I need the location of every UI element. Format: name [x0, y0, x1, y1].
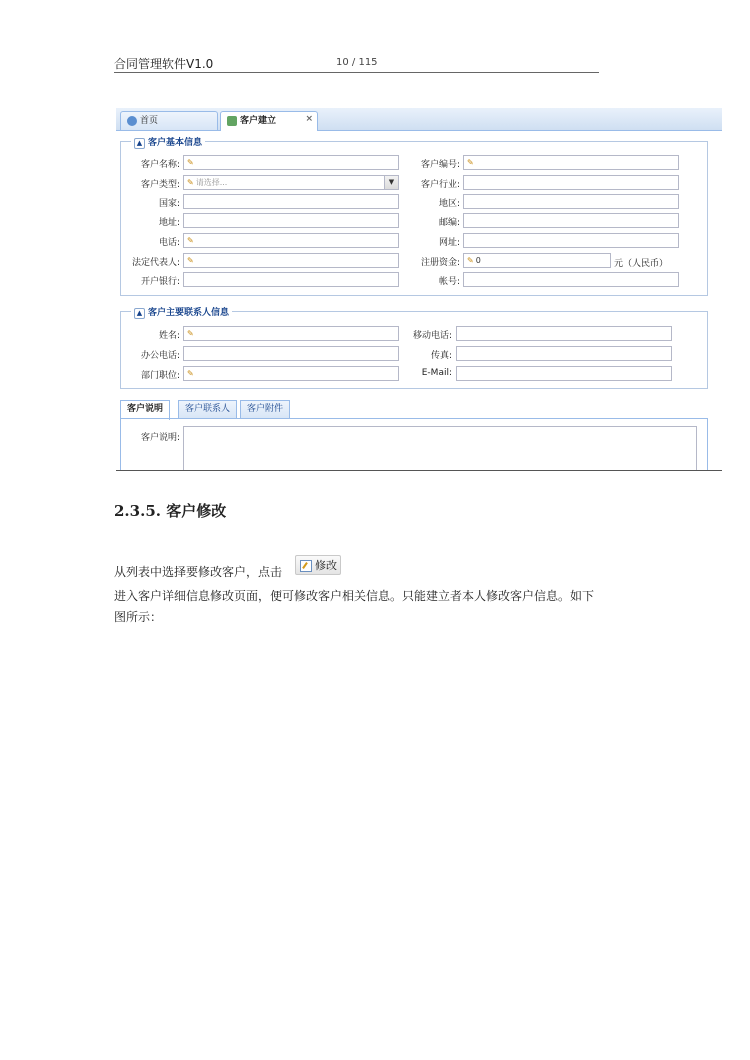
embedded-screenshot — [116, 108, 722, 471]
office-phone-input[interactable] — [183, 346, 399, 361]
paragraph-1: 从列表中选择要修改客户，点击 — [114, 565, 283, 579]
zip-label: 邮编: — [438, 218, 460, 228]
edit-pencil-icon: ✎ — [467, 256, 474, 265]
modify-button-image — [295, 555, 341, 575]
contact-info-legend — [131, 305, 232, 319]
contact-name-input[interactable] — [183, 326, 399, 341]
phone-label: 电话: — [158, 238, 180, 248]
add-customer-icon — [227, 116, 237, 126]
customer-type-label: 客户类型: — [140, 180, 180, 190]
tab-home[interactable] — [120, 111, 218, 130]
mobile-input[interactable] — [456, 326, 672, 341]
header-rule — [114, 72, 599, 73]
contact-name-label: 姓名: — [158, 331, 180, 341]
region-input[interactable] — [463, 194, 679, 209]
country-input[interactable] — [183, 194, 399, 209]
edit-pencil-icon: ✎ — [187, 158, 194, 167]
position-label: 部门职位: — [140, 371, 180, 381]
edit-pencil-icon: ✎ — [187, 369, 194, 378]
customer-name-label: 客户名称: — [140, 160, 180, 170]
region-label: 地区: — [438, 199, 460, 209]
paragraph-2: 进入客户详细信息修改页面，便可修改客户相关信息。只能建立者本人修改客户信息。如下 — [114, 589, 595, 603]
tab-customer-contacts[interactable]: 客户联系人 — [178, 400, 237, 419]
customer-name-input[interactable] — [183, 155, 399, 170]
capital-input[interactable] — [463, 253, 611, 268]
customer-code-label: 客户编号: — [420, 160, 460, 170]
page-header-title: 合同管理软件V1.0 — [114, 57, 214, 71]
legal-rep-label: 法定代表人: — [131, 258, 180, 268]
tab-customer-attachments[interactable]: 客户附件 — [240, 400, 290, 419]
mobile-label: 移动电话: — [412, 331, 452, 341]
country-label: 国家: — [158, 199, 180, 209]
edit-pencil-icon: ✎ — [187, 236, 194, 245]
home-icon — [127, 116, 137, 126]
website-input[interactable] — [463, 233, 679, 248]
paragraph-3: 图所示： — [114, 610, 163, 624]
customer-industry-label: 客户行业: — [420, 180, 460, 190]
close-icon[interactable]: × — [305, 114, 313, 124]
tab-home-label: 首页 — [140, 116, 159, 126]
page-number: 10 / 115 — [336, 57, 378, 68]
zip-input[interactable] — [463, 213, 679, 228]
fax-label: 传真: — [430, 351, 452, 361]
phone-input[interactable] — [183, 233, 399, 248]
tab-customer-create[interactable] — [220, 111, 318, 131]
legal-rep-input[interactable] — [183, 253, 399, 268]
capital-unit: 元（人民币） — [614, 259, 669, 269]
edit-icon — [300, 560, 312, 572]
office-phone-label: 办公电话: — [140, 351, 180, 361]
customer-type-placeholder: 请选择... — [195, 178, 228, 187]
tab-customer-create-label: 客户建立 — [240, 116, 277, 126]
account-input[interactable] — [463, 272, 679, 287]
basic-info-legend-text: 客户基本信息 — [148, 138, 203, 148]
fax-input[interactable] — [456, 346, 672, 361]
address-input[interactable] — [183, 213, 399, 228]
tab-customer-description[interactable]: 客户说明 — [120, 400, 170, 420]
email-input[interactable] — [456, 366, 672, 381]
description-label: 客户说明: — [140, 433, 180, 443]
edit-pencil-icon: ✎ — [187, 329, 194, 338]
bank-input[interactable] — [183, 272, 399, 287]
collapse-icon[interactable]: ▲ — [134, 138, 145, 149]
modify-button-label: 修改 — [315, 559, 337, 572]
capital-label: 注册资金: — [420, 258, 460, 268]
basic-info-legend — [131, 135, 205, 149]
customer-code-input[interactable] — [463, 155, 679, 170]
tab-strip — [116, 108, 722, 131]
edit-pencil-icon: ✎ — [467, 158, 474, 167]
customer-industry-input[interactable] — [463, 175, 679, 190]
capital-value: 0 — [475, 256, 481, 265]
customer-type-select[interactable] — [183, 175, 399, 190]
position-input[interactable] — [183, 366, 399, 381]
description-textarea[interactable] — [183, 426, 697, 471]
contact-info-legend-text: 客户主要联系人信息 — [148, 308, 230, 318]
edit-pencil-icon: ✎ — [187, 178, 194, 187]
bank-label: 开户银行: — [140, 277, 180, 287]
collapse-icon[interactable]: ▲ — [134, 308, 145, 319]
address-label: 地址: — [158, 218, 180, 228]
chevron-down-icon[interactable]: ▼ — [384, 176, 398, 189]
website-label: 网址: — [438, 238, 460, 248]
email-label: E-Mail: — [421, 368, 452, 378]
edit-pencil-icon: ✎ — [187, 256, 194, 265]
account-label: 帐号: — [438, 277, 460, 287]
section-heading: 2.3.5. 客户修改 — [114, 502, 227, 520]
